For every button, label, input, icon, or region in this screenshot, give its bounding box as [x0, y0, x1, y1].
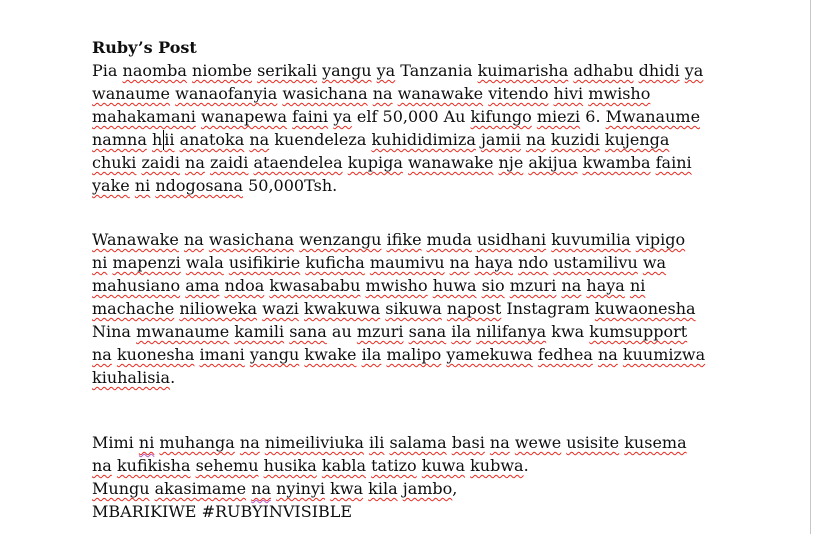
word[interactable]: na [449, 253, 470, 272]
word[interactable]: fedhea [537, 345, 593, 364]
word[interactable]: . [523, 456, 529, 475]
word[interactable]: mwisho [588, 84, 651, 103]
word[interactable]: MBARIKIWE [92, 502, 197, 521]
text-line[interactable] [92, 151, 732, 174]
word[interactable]: kusema [624, 433, 687, 452]
word[interactable]: nilioweka [179, 299, 258, 318]
paragraph [92, 431, 732, 523]
word[interactable]: yake [92, 176, 130, 195]
word[interactable]: kila [368, 479, 398, 498]
word[interactable]: tatizo [371, 456, 417, 475]
word[interactable]: sana [408, 322, 447, 341]
word[interactable]: miezi [536, 107, 581, 126]
word[interactable]: zaidi [209, 153, 249, 172]
word[interactable]: naomba [122, 61, 187, 80]
word[interactable]: kuimarisha [477, 61, 569, 80]
word[interactable]: kwa [330, 479, 364, 498]
word[interactable]: husika [263, 456, 317, 475]
word[interactable]: wasichana [282, 84, 368, 103]
word[interactable]: niombe [192, 61, 252, 80]
word[interactable]: mzuri [509, 276, 557, 295]
word[interactable] [139, 433, 154, 452]
word[interactable]: muda [426, 230, 472, 249]
word[interactable]: Mwanaume [605, 107, 701, 126]
word[interactable] [251, 479, 271, 498]
word[interactable]: nilifanya [476, 322, 547, 341]
word[interactable]: kujenga [604, 130, 670, 149]
word[interactable]: Nina [92, 322, 131, 341]
word[interactable]: Mimi [92, 433, 134, 452]
text-line[interactable] [92, 454, 732, 477]
word[interactable]: wanawake [407, 153, 494, 172]
word[interactable]: usidhani [476, 230, 547, 249]
word[interactable]: adhabu [573, 61, 634, 80]
word[interactable]: na [597, 345, 618, 364]
paragraph [92, 228, 732, 389]
word[interactable]: wanapewa [201, 107, 288, 126]
word[interactable]: Instagram [506, 299, 590, 318]
word[interactable]: kwasababu [269, 276, 361, 295]
word[interactable]: nimeiliviuka [264, 433, 364, 452]
word[interactable]: haya [586, 276, 625, 295]
word[interactable]: kamili [234, 322, 285, 341]
word[interactable]: ama [185, 276, 220, 295]
word[interactable]: ila [451, 322, 472, 341]
word[interactable]: na [489, 433, 510, 452]
word[interactable]: kuwaonesha [594, 299, 696, 318]
word[interactable]: na [185, 153, 205, 172]
text-line[interactable] [92, 82, 732, 105]
word[interactable]: 50,000 [382, 107, 439, 126]
word[interactable]: mwanaume [136, 322, 230, 341]
word[interactable]: kuzidi [550, 130, 600, 149]
text-line[interactable] [92, 274, 732, 297]
word[interactable]: machache [92, 299, 175, 318]
text-line[interactable] [92, 500, 732, 523]
text-line[interactable] [92, 128, 732, 151]
word[interactable]: sana [289, 322, 327, 341]
word[interactable]: mahusiano [92, 276, 181, 295]
word[interactable]: kwake [304, 345, 357, 364]
word[interactable]: Au [443, 107, 466, 126]
word[interactable]: kupiga [347, 153, 403, 172]
text-line[interactable] [92, 251, 732, 274]
word[interactable]: wanaofanyia [175, 84, 278, 103]
word[interactable]: wazi [262, 299, 299, 318]
text-cursor [163, 130, 164, 150]
word[interactable]: faini [292, 107, 329, 126]
word[interactable]: h ii [151, 130, 175, 149]
word[interactable]: mwisho [365, 276, 428, 295]
word[interactable]: sehemu [195, 456, 259, 475]
word[interactable]: Wanawake [92, 230, 179, 249]
word[interactable]: yangu [322, 61, 372, 80]
word[interactable]: ni [134, 176, 151, 195]
word[interactable]: yamekuwa [446, 345, 533, 364]
word[interactable]: Pia [92, 61, 118, 80]
word[interactable]: chuki [92, 153, 137, 172]
word[interactable]: na [92, 456, 112, 475]
word[interactable]: Mungu [92, 479, 150, 498]
word[interactable]: zaidi [141, 153, 180, 172]
word[interactable]: ataendelea [253, 153, 343, 172]
word[interactable]: muhanga [159, 433, 235, 452]
word[interactable]: kubwa [470, 456, 524, 475]
word[interactable]: 50,000Tsh. [248, 176, 338, 195]
word[interactable]: wenzangu [299, 230, 382, 249]
word[interactable]: ndo [518, 253, 549, 272]
word[interactable]: ya [684, 61, 704, 80]
word[interactable]: kuvumilia [551, 230, 631, 249]
word[interactable]: ili [369, 433, 385, 452]
word[interactable]: Tanzania [400, 61, 473, 80]
word[interactable]: na [239, 433, 260, 452]
word[interactable]: #RUBYINVISIBLE [201, 502, 353, 521]
page-edge-line [810, 0, 811, 534]
word[interactable]: ifike [386, 230, 422, 249]
text-line[interactable] [92, 228, 732, 251]
word[interactable]: na [92, 345, 112, 364]
text-line[interactable] [92, 105, 732, 128]
word[interactable]: nyinyi [276, 479, 326, 498]
word[interactable]: yangu [249, 345, 300, 364]
word[interactable]: , [452, 479, 458, 498]
word[interactable]: kufikisha [116, 456, 191, 475]
word[interactable]: napost [446, 299, 502, 318]
word[interactable]: imani [199, 345, 245, 364]
word[interactable]: kuficha [305, 253, 365, 272]
word[interactable]: anatoka [179, 130, 245, 149]
word[interactable]: malipo [386, 345, 442, 364]
word[interactable]: kifungo [470, 107, 532, 126]
word[interactable]: na [525, 130, 546, 149]
word[interactable]: serikali [257, 61, 317, 80]
word[interactable]: nje [498, 153, 524, 172]
word[interactable]: kiuhalisia [92, 368, 171, 387]
word[interactable]: . [170, 368, 176, 387]
word[interactable]: kuendeleza [274, 130, 367, 149]
word[interactable]: ya [333, 107, 352, 126]
word[interactable]: mahakamani [92, 107, 196, 126]
text-line[interactable] [92, 343, 732, 366]
word[interactable]: jambo [402, 479, 453, 498]
word[interactable]: kuumizwa [622, 345, 706, 364]
word[interactable]: mzuri [356, 322, 404, 341]
word[interactable]: mapenzi [112, 253, 181, 272]
word[interactable]: wewe [514, 433, 562, 452]
word[interactable]: ya [376, 61, 396, 80]
word[interactable]: salama [389, 433, 447, 452]
word[interactable]: maumivu [369, 253, 445, 272]
word[interactable]: vitendo [488, 84, 549, 103]
word[interactable]: ndogosana [155, 176, 244, 195]
word[interactable]: sio [481, 276, 505, 295]
word[interactable]: haya [474, 253, 514, 272]
text-line[interactable] [92, 431, 732, 454]
word[interactable]: sikuwa [385, 299, 442, 318]
word[interactable]: ni [629, 276, 646, 295]
text-line[interactable] [92, 477, 732, 500]
document-canvas[interactable] [92, 36, 732, 523]
word[interactable]: elf [356, 107, 378, 126]
text-line[interactable] [92, 366, 732, 389]
word[interactable]: 6. [585, 107, 601, 126]
word[interactable]: kabla [321, 456, 367, 475]
grammar-flagged-word: na [251, 479, 272, 498]
text-line[interactable] [92, 59, 732, 82]
word[interactable]: basi [451, 433, 485, 452]
post-title: Ruby’s Post [92, 38, 197, 57]
word[interactable]: akijua [528, 153, 578, 172]
paragraphs [92, 59, 732, 523]
word[interactable]: kuwa [421, 456, 466, 475]
word[interactable]: usisite [566, 433, 620, 452]
word[interactable]: ila [361, 345, 382, 364]
paragraph [92, 59, 732, 197]
word[interactable]: wasichana [208, 230, 295, 249]
word[interactable]: huwa [432, 276, 477, 295]
grammar-flagged-word: ni [138, 433, 155, 452]
word[interactable]: ni [92, 253, 108, 272]
word[interactable]: na [183, 230, 204, 249]
word[interactable]: kumsupport [589, 322, 688, 341]
word[interactable]: kuhididimiza [371, 130, 476, 149]
word[interactable]: wala [185, 253, 224, 272]
word[interactable]: vipigo [635, 230, 686, 249]
word[interactable]: kwa [551, 322, 585, 341]
word[interactable]: jamii [480, 130, 521, 149]
word[interactable]: au [331, 322, 352, 341]
word[interactable]: faini [655, 153, 692, 172]
word[interactable]: namna [92, 130, 147, 149]
text-line[interactable] [92, 297, 732, 320]
word[interactable]: na [372, 84, 393, 103]
word[interactable]: hivi [553, 84, 584, 103]
word[interactable]: wa [642, 253, 667, 272]
word[interactable]: wanaume [92, 84, 171, 103]
word[interactable]: ndoa [224, 276, 265, 295]
text-line[interactable] [92, 320, 732, 343]
word[interactable]: na [249, 130, 270, 149]
word[interactable]: ustamilivu [553, 253, 638, 272]
word[interactable]: akasimame [154, 479, 247, 498]
word[interactable]: wanawake [397, 84, 484, 103]
text-line[interactable] [92, 174, 732, 197]
word[interactable]: kwamba [582, 153, 651, 172]
word[interactable]: usifikirie [228, 253, 301, 272]
word[interactable]: na [561, 276, 582, 295]
word[interactable]: kuonesha [116, 345, 195, 364]
word[interactable]: dhidi [638, 61, 680, 80]
word[interactable]: kwakuwa [304, 299, 381, 318]
